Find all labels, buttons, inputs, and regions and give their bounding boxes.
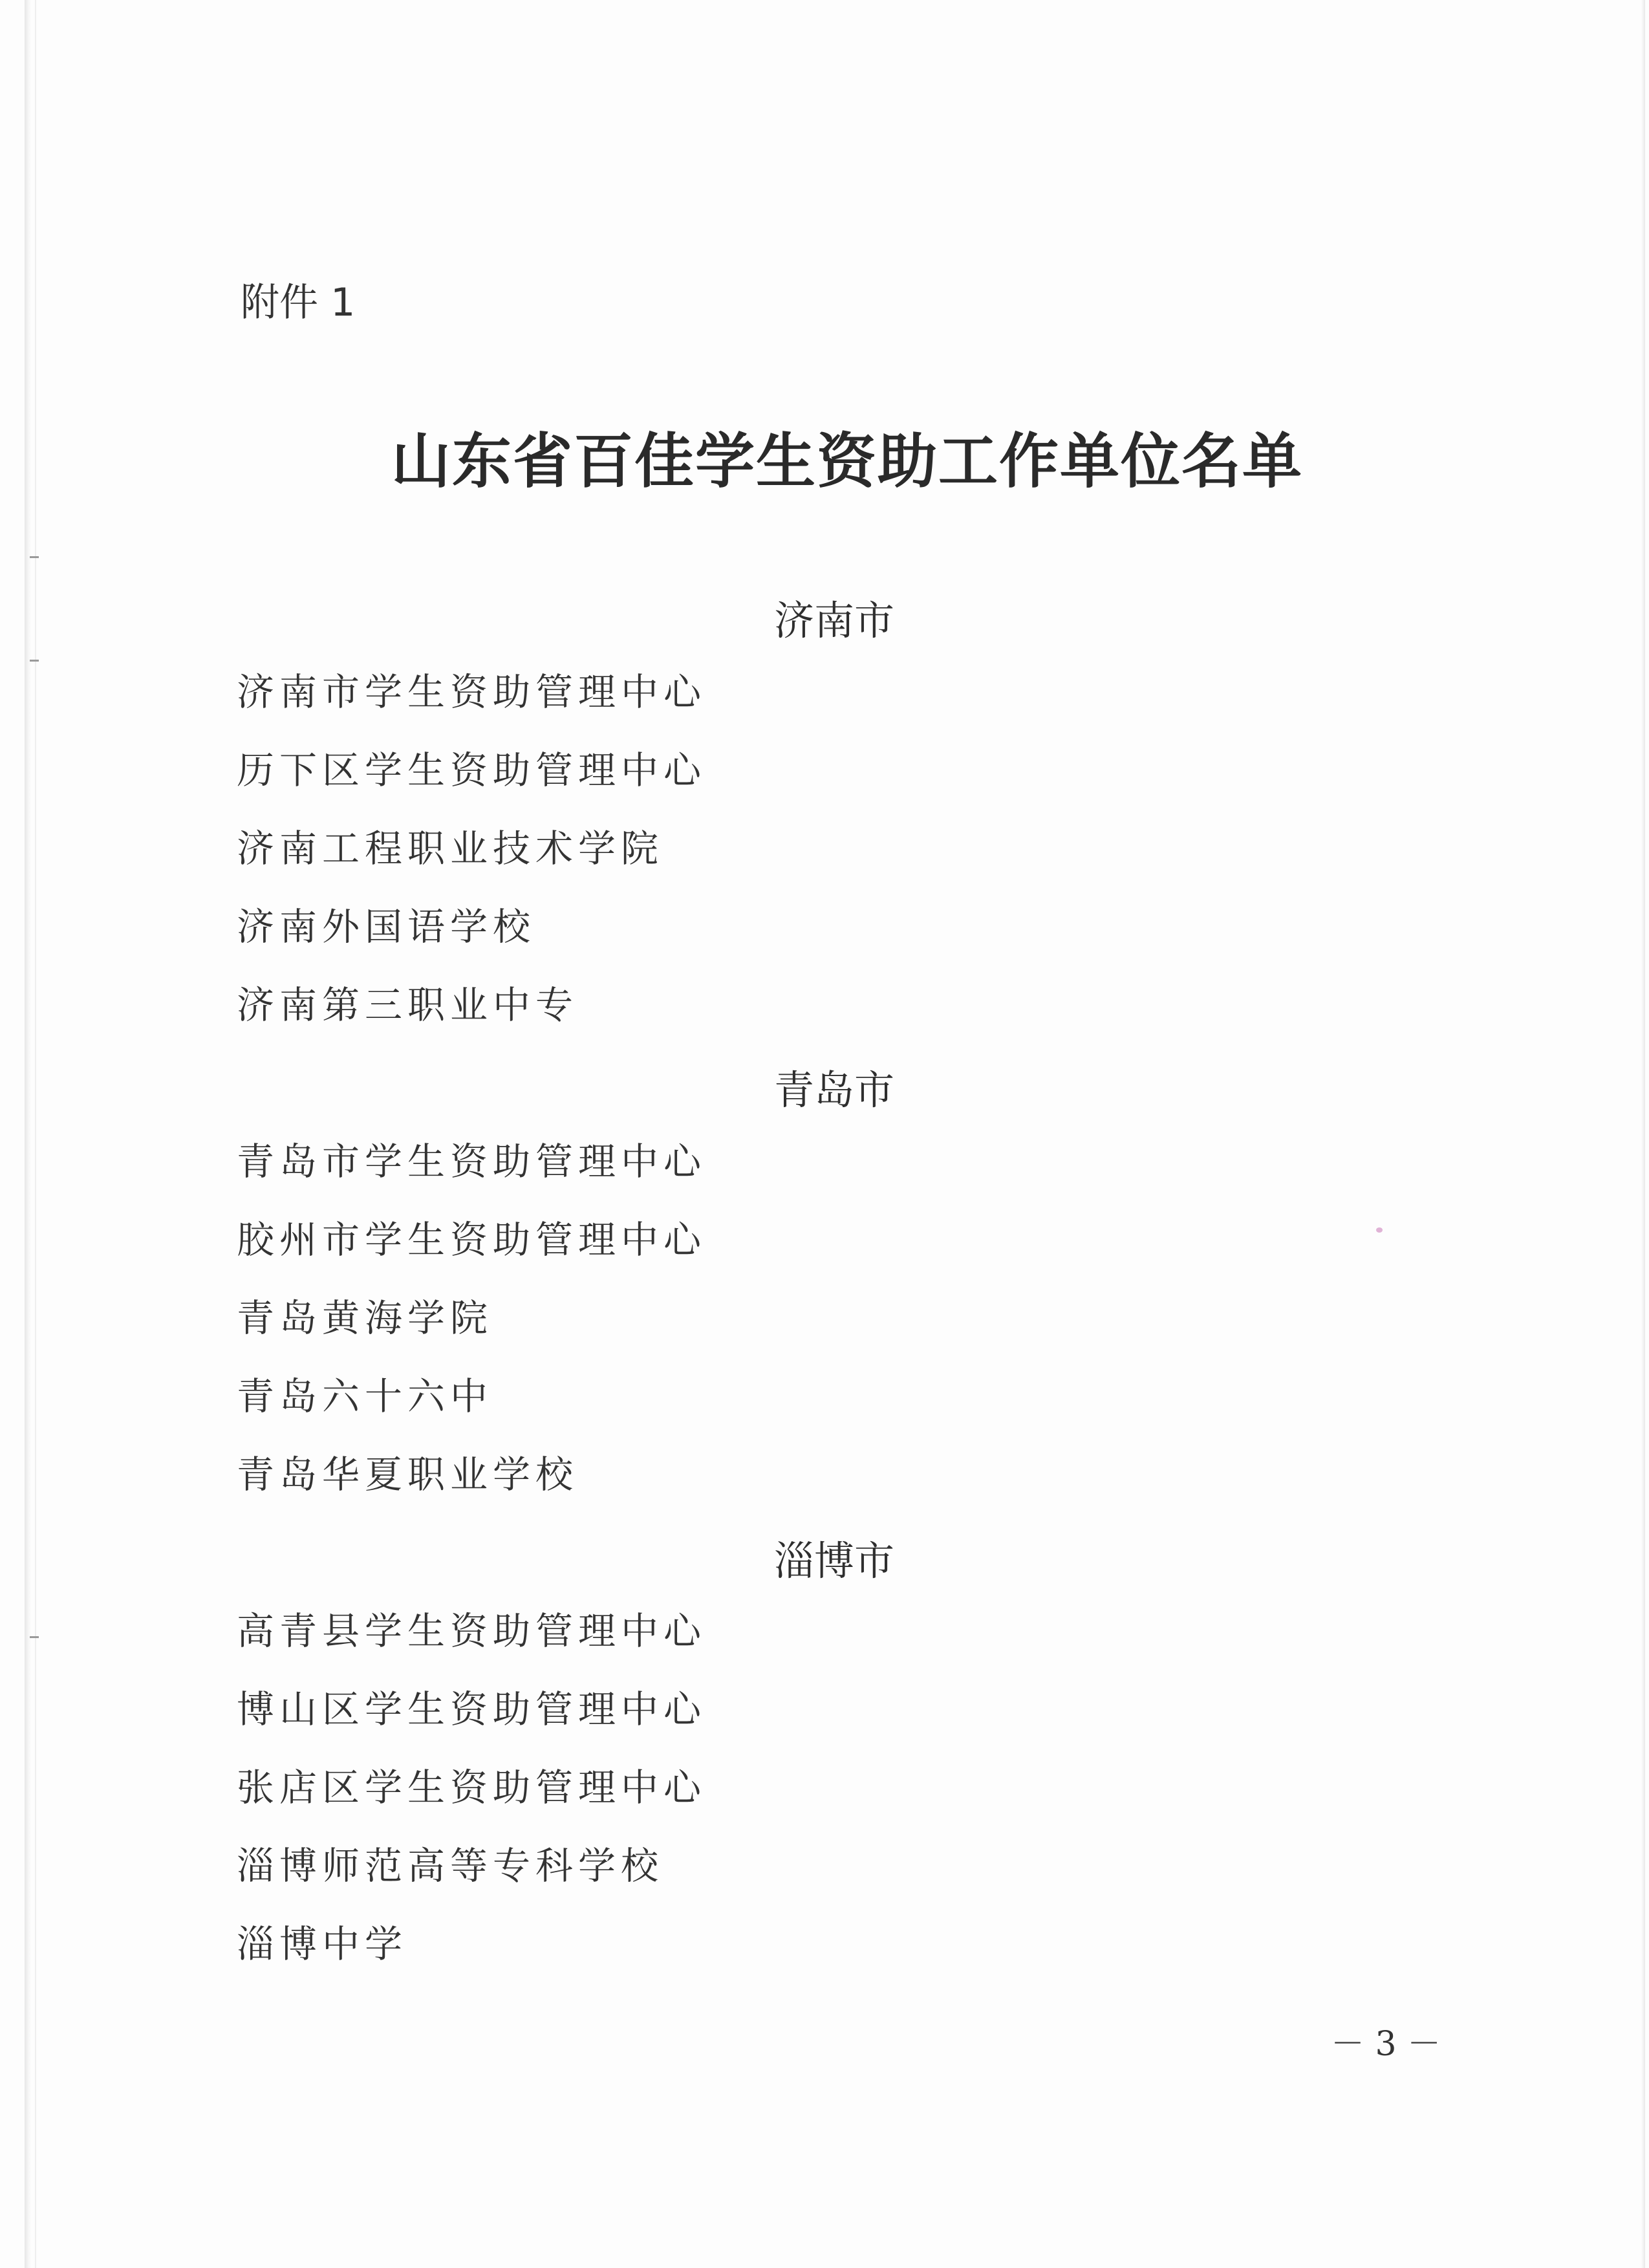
page-number: － 3 －: [1331, 2025, 1441, 2064]
page-edge-right: [1641, 0, 1645, 2268]
city-heading-zibo: 淄博市: [773, 1537, 894, 1584]
binding-mark: [30, 1636, 39, 1638]
list-item: 济南工程职业技术学院: [237, 826, 664, 870]
ink-speck: [1376, 1227, 1383, 1233]
list-item: 青岛六十六中: [237, 1374, 493, 1418]
list-item: 张店区学生资助管理中心: [237, 1766, 707, 1809]
unit-list-zibo: [237, 1599, 706, 1990]
unit-list-qingdao: [237, 1129, 706, 1520]
list-item: 高青县学生资助管理中心: [237, 1609, 707, 1653]
list-item: 博山区学生资助管理中心: [237, 1687, 707, 1731]
list-item: 济南市学生资助管理中心: [237, 670, 707, 714]
page-edge-line: [35, 0, 36, 2268]
list-item: 淄博中学: [237, 1922, 408, 1966]
list-item: 淄博师范高等专科学校: [237, 1844, 664, 1888]
annex-label: 附件 1: [241, 280, 356, 325]
city-heading-jinan: 济南市: [773, 597, 894, 644]
document-title: 山东省百佳学生资助工作单位名单: [391, 426, 1303, 496]
binding-mark: [30, 660, 39, 662]
list-item: 青岛华夏职业学校: [237, 1453, 579, 1496]
page-edge-left: [25, 0, 31, 2268]
binding-mark: [30, 556, 39, 558]
city-heading-qingdao: 青岛市: [773, 1066, 894, 1114]
list-item: 济南外国语学校: [237, 905, 536, 949]
list-item: 历下区学生资助管理中心: [237, 748, 707, 792]
list-item: 胶州市学生资助管理中心: [237, 1218, 707, 1262]
list-item: 青岛市学生资助管理中心: [237, 1139, 707, 1183]
unit-list-jinan: [237, 660, 706, 1051]
list-item: 济南第三职业中专: [237, 983, 579, 1027]
list-item: 青岛黄海学院: [237, 1296, 493, 1340]
